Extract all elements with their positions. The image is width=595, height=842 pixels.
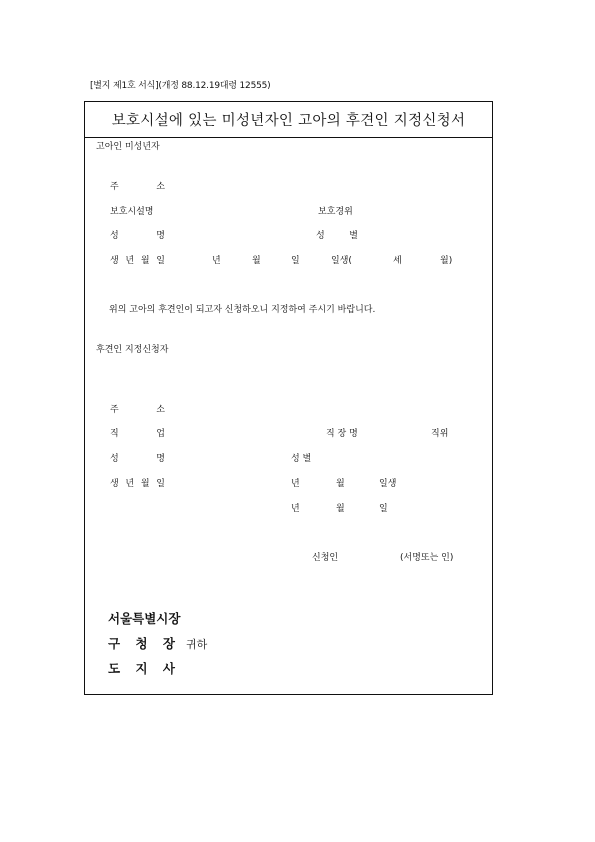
applicant-job-label: 직 업 [110, 429, 165, 439]
applicant-birth-year-unit: 년 [291, 479, 300, 489]
applicant-birth-day-unit: 일생 [379, 479, 397, 489]
orphan-sex-label: 성 별 [316, 231, 358, 241]
orphan-name-label: 성 명 [110, 231, 165, 241]
addressee-seoul-mayor: 서울특별시장 [108, 611, 181, 626]
position-label: 직위 [431, 429, 449, 439]
orphan-birth-year-unit: 년 [212, 256, 221, 266]
orphan-age-months-unit: 월) [440, 256, 453, 266]
honorific-suffix: 귀하 [186, 638, 208, 651]
orphan-birthdate-label: 생 년 월 일 [110, 256, 165, 266]
form-number-note: [별지 제1호 서식](개정 88.12.19대령 12555) [90, 81, 271, 91]
orphan-birth-month-unit: 월 [252, 256, 261, 266]
addressee-district-head: 구 청 장 [108, 636, 175, 651]
applicant-sex-label: 성 별 [291, 454, 312, 464]
orphan-birth-day-unit: 일 [291, 256, 300, 266]
applicant-birth-month-unit: 월 [336, 479, 345, 489]
request-statement: 위의 고아의 후견인이 되고자 신청하오니 지정하여 주시기 바랍니다. [109, 305, 376, 315]
facility-name-label: 보호시설명 [110, 207, 154, 217]
date-month-unit: 월 [336, 504, 345, 514]
section-orphan-heading: 고아인 미성년자 [96, 142, 160, 152]
applicant-birthdate-label: 생 년 월 일 [110, 479, 165, 489]
workplace-label: 직 장 명 [326, 429, 358, 439]
signature-or-seal-note: (서명또는 인) [400, 553, 454, 563]
orphan-birth-suffix: 일생( [331, 256, 352, 266]
orphan-age-years-unit: 세 [393, 256, 402, 266]
form-title: 보호시설에 있는 미성년자인 고아의 후견인 지정신청서 [85, 102, 492, 138]
applicant-signature-label: 신청인 [312, 553, 339, 563]
section-applicant-heading: 후견인 지정신청자 [96, 345, 169, 355]
orphan-address-label: 주 소 [110, 182, 165, 192]
protection-reason-label: 보호경위 [318, 207, 353, 217]
applicant-address-label: 주 소 [110, 405, 165, 415]
date-year-unit: 년 [291, 504, 300, 514]
applicant-name-label: 성 명 [110, 454, 165, 464]
addressee-governor: 도 지 사 [108, 661, 175, 676]
date-day-unit: 일 [379, 504, 388, 514]
